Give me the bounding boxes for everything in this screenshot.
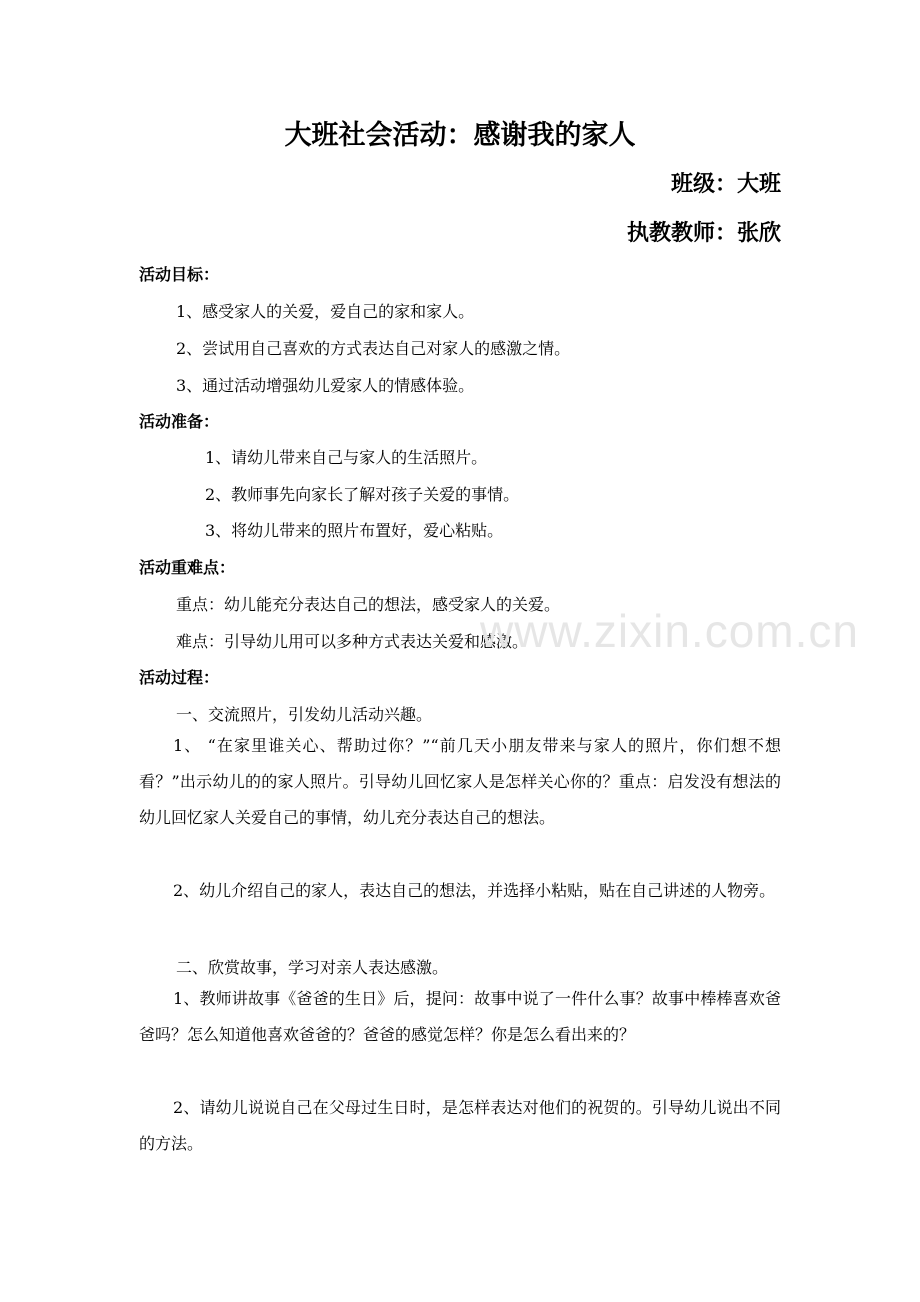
goal-item-3: 3、通过活动增强幼儿爱家人的情感体验。 xyxy=(176,376,475,395)
preparation-item-1: 1、请幼儿带来自己与家人的生活照片。 xyxy=(205,448,488,467)
goal-item-2: 2、尝试用自己喜欢的方式表达自己对家人的感激之情。 xyxy=(176,339,571,358)
goals-heading: 活动目标： xyxy=(139,265,220,284)
process-part2-item2: 2、请幼儿说说自己在父母过生日时，是怎样表达对他们的祝贺的。引导幼儿说出不同的方法。 xyxy=(139,1098,781,1153)
process-part1-title: 一、交流照片，引发幼儿活动兴趣。 xyxy=(176,705,433,724)
process-part1-item1: 1、 “在家里谁关心、帮助过你？”“前几天小朋友带来与家人的照片，你们想不想看？”出示幼儿的的家人照片。引导幼儿回忆家人是怎样关心你的？重点：启发没有想法的幼儿回忆家人关爱自己的事情，幼儿充分表达自己的想法。 xyxy=(139,736,781,827)
process-part2-item1: 1、教师讲故事《爸爸的生日》后，提问：故事中说了一件什么事？故事中棒棒喜欢爸爸吗？怎么知道他喜欢爸爸的？爸爸的感觉怎样？你是怎么看出来的？ xyxy=(139,989,781,1044)
process-part2-title: 二、欣赏故事，学习对亲人表达感激。 xyxy=(176,958,449,977)
goal-item-1: 1、感受家人的关爱，爱自己的家和家人。 xyxy=(176,302,475,321)
document-title: 大班社会活动：感谢我的家人 xyxy=(284,120,636,151)
difficult-point-item: 难点：引导幼儿用可以多种方式表达关爱和感激。 xyxy=(176,632,529,651)
key-point-item: 重点：幼儿能充分表达自己的想法，感受家人的关爱。 xyxy=(176,595,561,614)
process-part1-item2: 2、幼儿介绍自己的家人，表达自己的想法，并选择小粘贴，贴在自己讲述的人物旁。 xyxy=(173,881,776,900)
watermark-text: www.zixin.com.cn xyxy=(480,605,859,657)
preparation-heading: 活动准备： xyxy=(139,412,220,431)
process-heading: 活动过程： xyxy=(139,668,220,687)
preparation-item-2: 2、教师事先向家长了解对孩子关爱的事情。 xyxy=(205,485,520,504)
teacher-line: 执教教师：张欣 xyxy=(626,220,781,246)
preparation-item-3: 3、将幼儿带来的照片布置好，爱心粘贴。 xyxy=(205,521,504,540)
class-line: 班级：大班 xyxy=(670,171,781,197)
key-points-heading: 活动重难点： xyxy=(139,558,236,577)
